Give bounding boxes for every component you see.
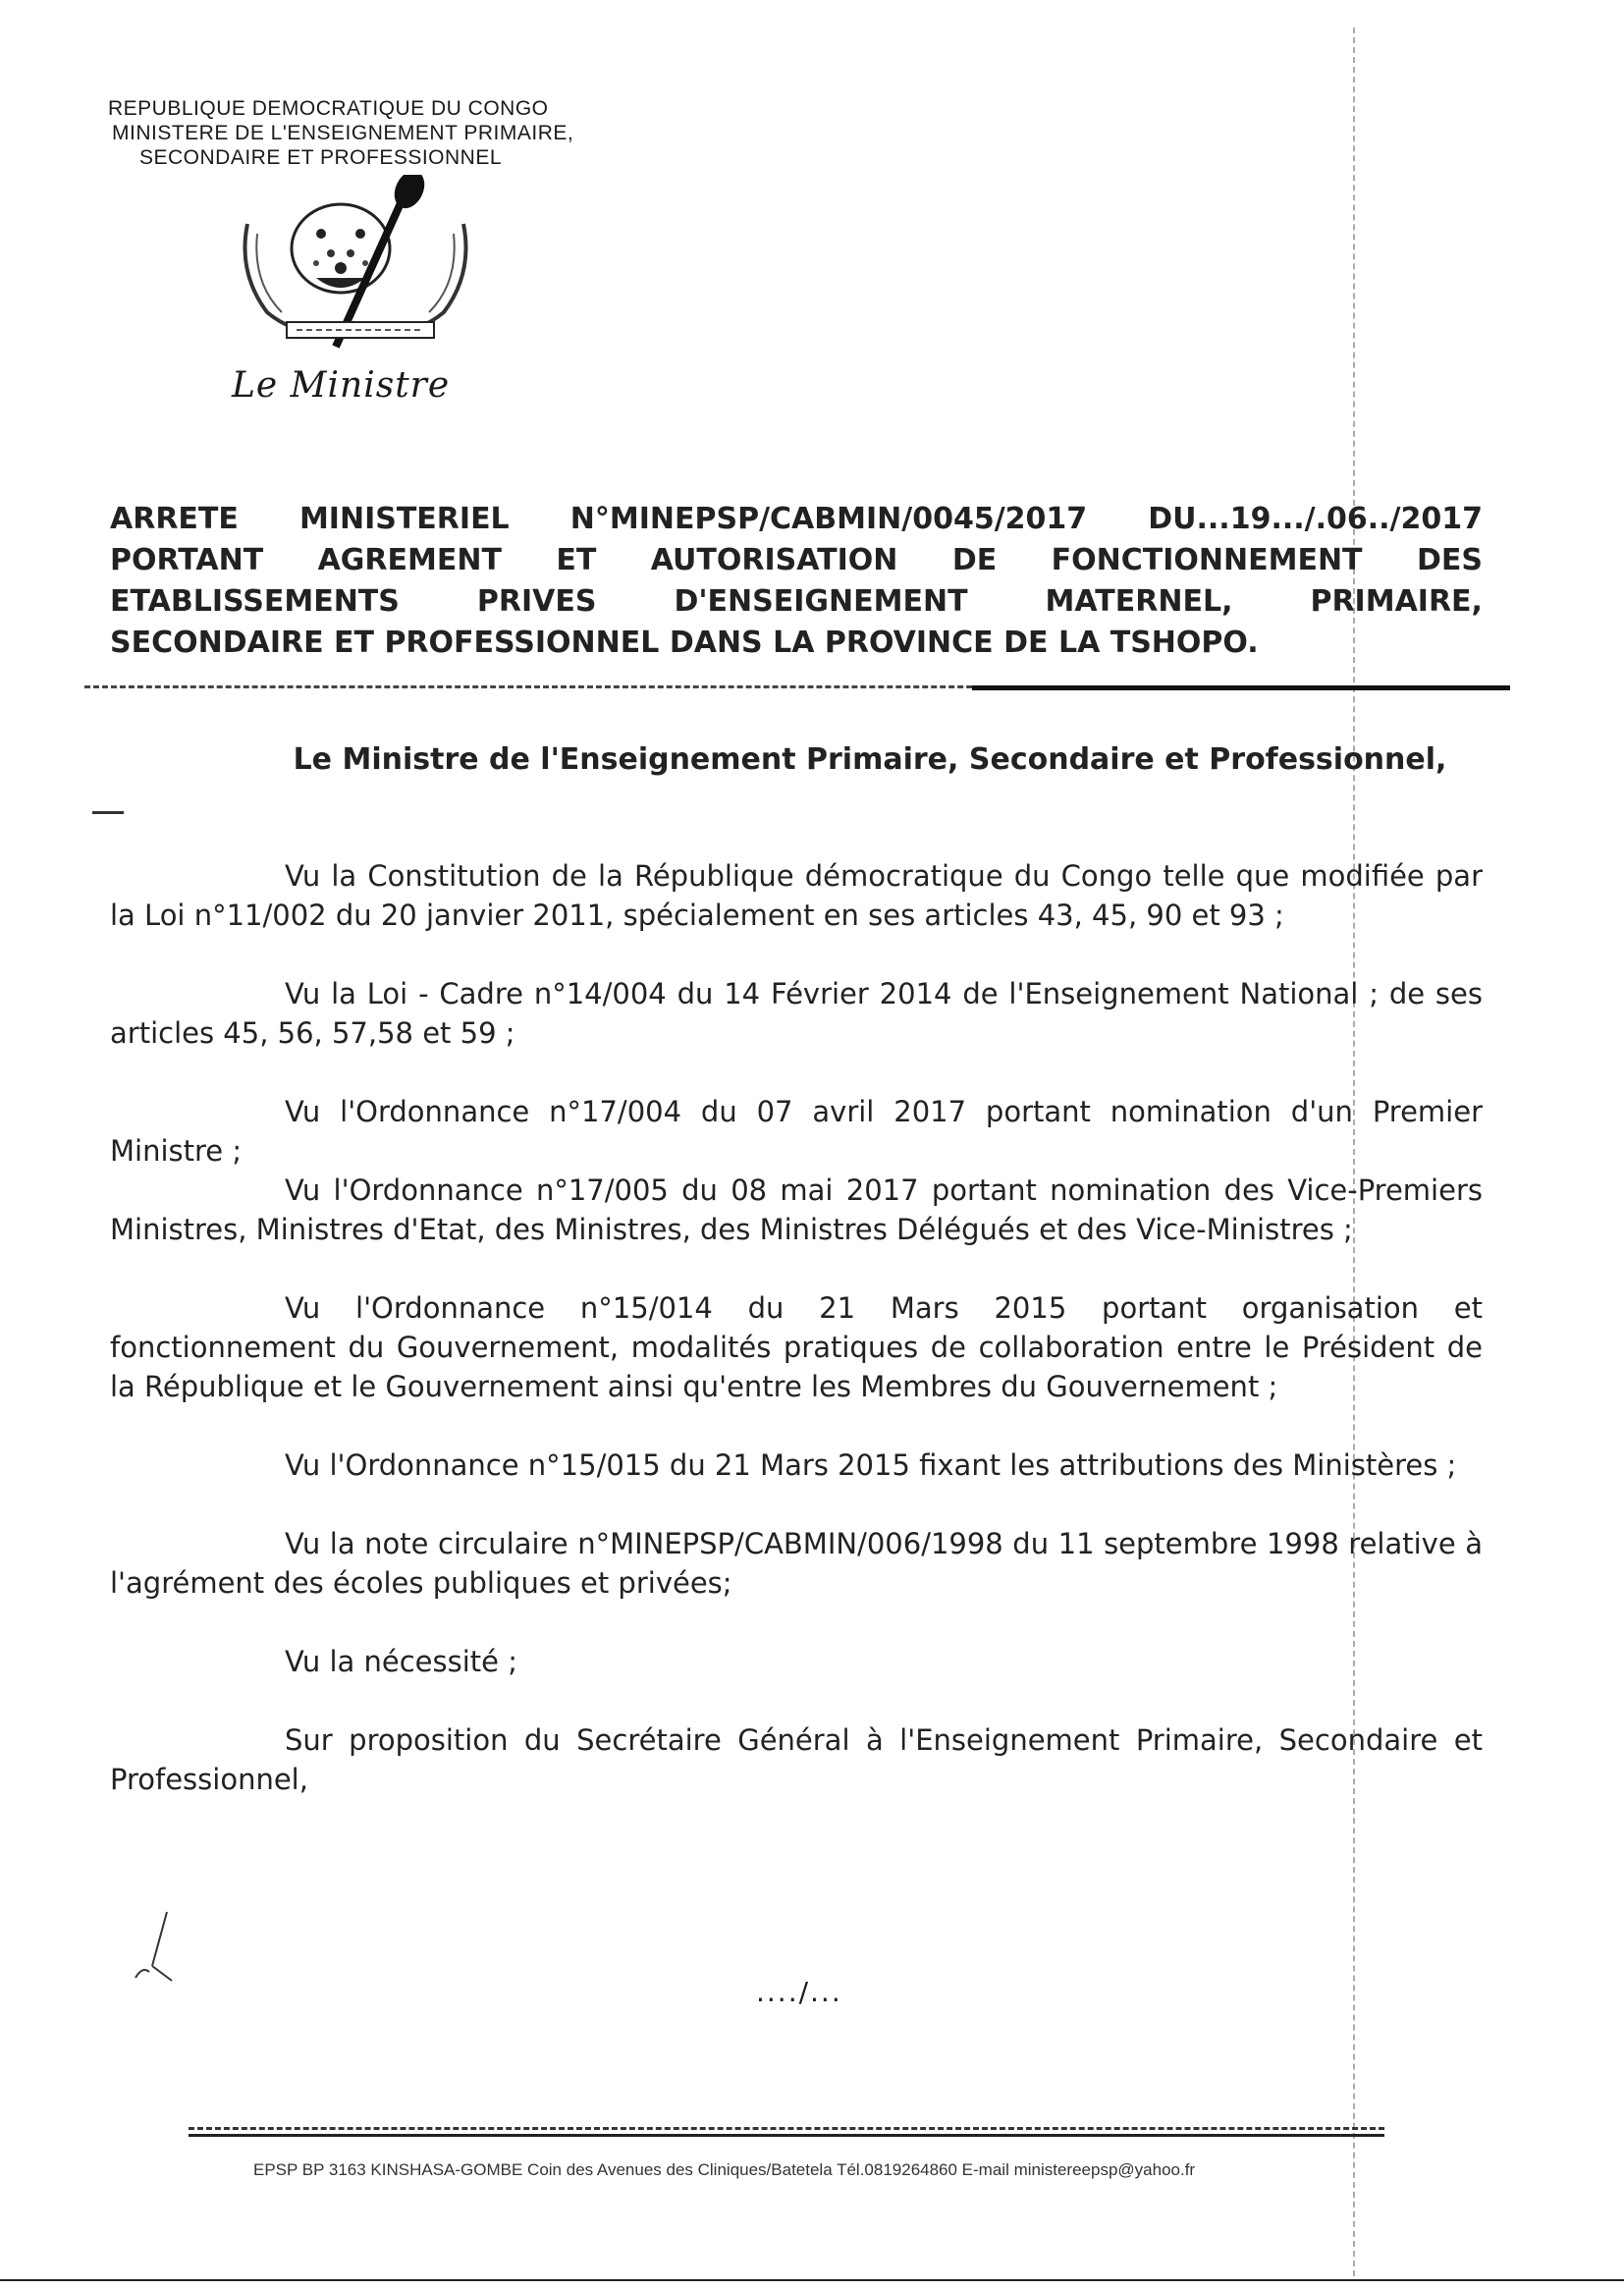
title-word: PORTANT: [110, 543, 264, 577]
recital-paragraph: Sur proposition du Secrétaire Général à l'Enseignement Primaire, Secondaire et Professionnel,: [110, 1723, 1483, 1796]
title-word: ET: [556, 543, 597, 577]
title-word: D'ENSEIGNEMENT: [674, 584, 968, 619]
decree-body: [110, 740, 1483, 1799]
title-line-4: SECONDAIRE ET PROFESSIONNEL DANS LA PROVINCE DE LA TSHOPO.: [110, 626, 1259, 660]
coat-of-arms-emblem: [228, 175, 483, 352]
title-separator-solid: [972, 685, 1510, 690]
recital-paragraph: Vu l'Ordonnance n°15/014 du 21 Mars 2015 portant organisation et fonctionnement du Gouvernement, modalités pratiques de collaboration entre le Président de la République et le Gouvernement ainsi qu'entre les Membres du Gouvernement ;: [110, 1291, 1483, 1403]
initials-paraph: [128, 1907, 187, 1986]
title-word: PRIVES: [476, 584, 597, 619]
minister-signature-label: Le Ministre: [232, 365, 451, 406]
recital-paragraph: Vu la Loi - Cadre n°14/004 du 14 Février 2014 de l'Enseignement National ; de ses articles 45, 56, 57,58 et 59 ;: [110, 977, 1483, 1050]
title-line-2: [110, 540, 1483, 581]
recital-paragraph: Vu l'Ordonnance n°17/005 du 08 mai 2017 portant nomination des Vice-Premiers Ministres, Ministres d'Etat, des Ministres, des Ministres Délégués et des Vice-Ministres ;: [110, 1173, 1483, 1246]
title-word: ETABLISSEMENTS: [110, 584, 400, 619]
letterhead: [108, 96, 658, 170]
recital-paragraph: Vu la note circulaire n°MINEPSP/CABMIN/006/1998 du 11 septembre 1998 relative à l'agrément des écoles publiques et privées;: [110, 1527, 1483, 1600]
decree-number: N°MINEPSP/CABMIN/0045/2017: [569, 502, 1088, 536]
letterhead-ministry: MINISTERE DE L'ENSEIGNEMENT PRIMAIRE,: [112, 122, 574, 144]
recital-paragraph: Vu l'Ordonnance n°15/015 du 21 Mars 2015 fixant les attributions des Ministères ;: [285, 1448, 1457, 1482]
decree-title: [110, 499, 1483, 664]
title-line-3: [110, 581, 1483, 623]
letterhead-ministry-cont: SECONDAIRE ET PROFESSIONNEL: [139, 146, 503, 169]
title-word: AUTORISATION: [650, 543, 898, 577]
title-line-1: [110, 499, 1483, 540]
decree-date: DU...19.../.06../2017: [1148, 502, 1483, 536]
body-intro: Le Ministre de l'Enseignement Primaire, Secondaire et Professionnel,: [293, 742, 1447, 777]
recital-paragraph: Vu la nécessité ;: [285, 1645, 517, 1678]
page-continuation: ..../...: [756, 1976, 842, 2008]
title-word: ARRETE: [110, 502, 239, 536]
scan-bottom-edge: [0, 2279, 1624, 2281]
recital-paragraph: Vu l'Ordonnance n°17/004 du 07 avril 2017 portant nomination d'un Premier Ministre ;: [110, 1095, 1483, 1168]
footer-rule-solid: [189, 2134, 1384, 2137]
letterhead-country: REPUBLIQUE DEMOCRATIQUE DU CONGO: [108, 97, 549, 120]
title-word: DES: [1416, 543, 1483, 577]
title-word: FONCTIONNEMENT: [1051, 543, 1363, 577]
title-word: PRIMAIRE,: [1310, 584, 1483, 619]
title-word: MATERNEL,: [1045, 584, 1233, 619]
footer-address: EPSP BP 3163 KINSHASA-GOMBE Coin des Avenues des Cliniques/Batetela Tél.0819264860 E-mail ministereepsp@yahoo.fr: [253, 2160, 1196, 2179]
footer-rule-dashed: [189, 2127, 1384, 2130]
title-word: MINISTERIEL: [298, 502, 510, 536]
recital-paragraph: Vu la Constitution de la République démocratique du Congo telle que modifiée par la Loi n°11/002 du 20 janvier 2011, spécialement en ses articles 43, 45, 90 et 93 ;: [110, 859, 1483, 932]
title-word: AGREMENT: [317, 543, 502, 577]
title-word: DE: [951, 543, 998, 577]
